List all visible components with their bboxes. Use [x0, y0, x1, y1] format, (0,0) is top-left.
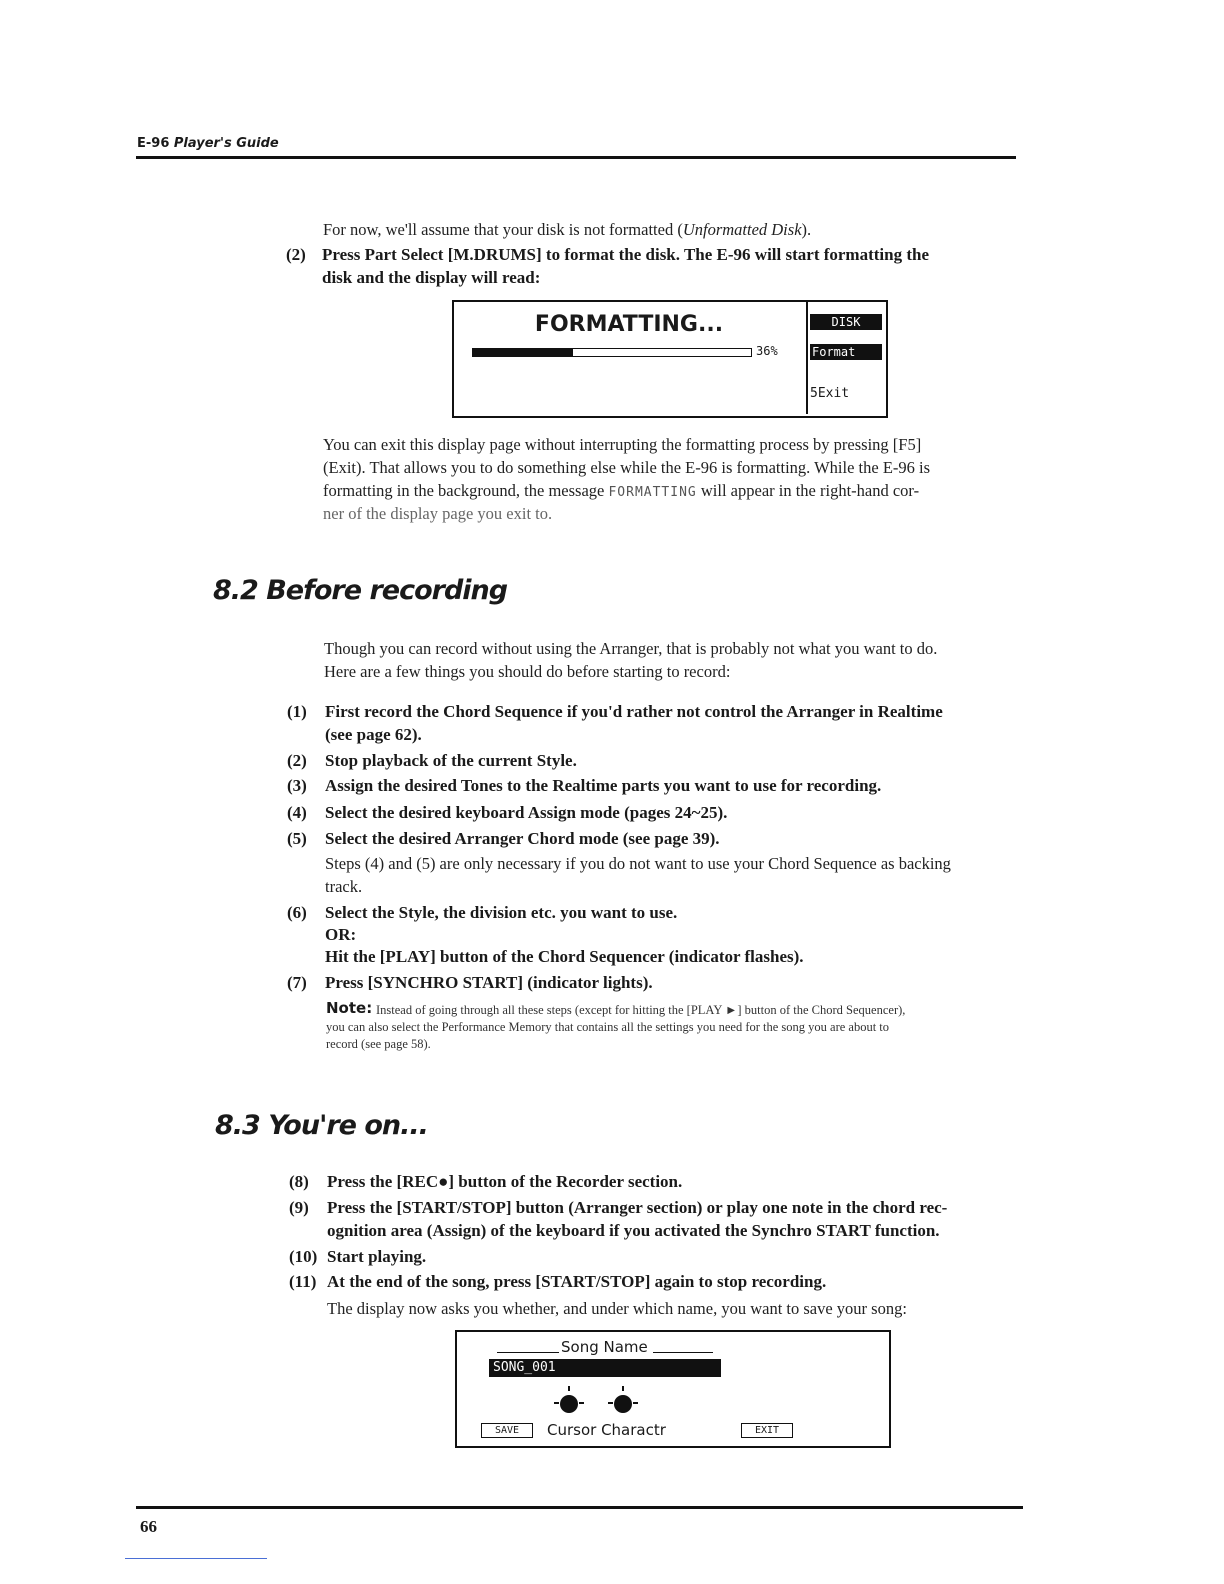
section-para: Though you can record without using the Arranger, that is probably not what you want to do. — [324, 639, 938, 658]
lcd-message: FORMATTING — [608, 485, 697, 500]
title-rule-right — [653, 1352, 713, 1353]
step-text: disk and the display will read: — [322, 268, 541, 287]
header-model: E-96 — [137, 136, 170, 151]
page-header — [137, 136, 279, 151]
step-text: Press the [START/STOP] button (Arranger section) or play one note in the chord rec- — [327, 1198, 948, 1217]
section-para: Here are a few things you should do before starting to record: — [324, 662, 731, 681]
step-text: Assign the desired Tones to the Realtime parts you want to use for recording. — [325, 776, 882, 795]
song-name-input[interactable]: SONG_001 — [489, 1359, 721, 1377]
step-text: Stop playback of the current Style. — [325, 751, 577, 770]
note-text: you can also select the Performance Memory that contains all the settings you need for the song you are about to — [326, 1020, 890, 1034]
exit-button[interactable]: EXIT — [741, 1423, 793, 1438]
step-number: (10) — [289, 1247, 318, 1266]
step-text: Select the desired Arranger Chord mode (see page 39). — [325, 829, 720, 848]
intro-line — [323, 218, 811, 241]
steps-note: Steps (4) and (5) are only necessary if you do not want to use your Chord Sequence as backing — [325, 854, 951, 873]
note-text: record (see page 58). — [326, 1037, 431, 1051]
step-text: At the end of the song, press [START/STOP] again to stop recording. — [327, 1272, 827, 1291]
song-name-title: Song Name — [561, 1338, 648, 1356]
exit-text: formatting in the background, the message — [323, 481, 609, 500]
step-text: Press [SYNCHRO START] (indicator lights). — [325, 973, 653, 992]
step-number: (6) — [287, 903, 307, 922]
step-or: OR: — [325, 925, 357, 944]
step-number: (4) — [287, 803, 307, 822]
footer-link-line — [125, 1558, 267, 1559]
section-heading: 8.2 Before recording — [213, 575, 508, 606]
intro-italic: Unformatted Disk — [682, 220, 802, 239]
intro-text: For now, we'll assume that your disk is not formatted ( — [323, 220, 683, 239]
after-text: The display now asks you whether, and under which name, you want to save your song: — [327, 1299, 907, 1318]
step-text: Press the [REC●] button of the Recorder section. — [327, 1172, 683, 1191]
step-text: Start playing. — [327, 1247, 427, 1266]
step-number: (9) — [289, 1198, 309, 1217]
step-number: (11) — [289, 1272, 317, 1291]
header-title: Player's Guide — [173, 136, 279, 151]
knob-icon[interactable] — [605, 1384, 641, 1420]
step-number: (2) — [286, 245, 306, 264]
note-label: Note: — [326, 999, 373, 1017]
page-number: 66 — [140, 1517, 157, 1536]
cursor-label: Cursor Charactr — [547, 1421, 666, 1439]
exit-line-1: You can exit this display page without interrupting the formatting process by pressing [F5] — [323, 435, 922, 454]
step-text: Press Part Select [M.DRUMS] to format the disk. The E-96 will start formatting the — [322, 245, 930, 264]
save-button[interactable]: SAVE — [481, 1423, 533, 1438]
header-rule — [136, 156, 1016, 159]
steps-note: track. — [325, 877, 363, 896]
exit-line-3 — [323, 479, 919, 504]
note-text: Instead of going through all these steps (except for hitting the [PLAY ►] button of the Chord Sequencer), — [376, 1003, 906, 1017]
step-number: (1) — [287, 702, 307, 721]
menu-format[interactable]: Format — [810, 344, 882, 360]
format-display — [452, 300, 888, 418]
format-progress-fill — [473, 349, 573, 356]
format-progress-label: 36% — [756, 344, 778, 358]
section-heading: 8.3 You're on... — [215, 1110, 428, 1141]
exit-line-2: (Exit). That allows you to do something else while the E-96 is formatting. While the E-96 is — [323, 458, 931, 477]
step-text: ognition area (Assign) of the keyboard if you activated the Synchro START function. — [327, 1221, 940, 1240]
display-divider — [806, 302, 808, 414]
menu-disk: DISK — [810, 314, 882, 330]
step-text: First record the Chord Sequence if you'd rather not control the Arranger in Realtime — [325, 702, 943, 721]
format-title: FORMATTING... — [534, 312, 724, 337]
exit-line-4: ner of the display page you exit to. — [323, 504, 553, 523]
song-display — [455, 1330, 891, 1448]
step-text: (see page 62). — [325, 725, 422, 744]
knob-icon[interactable] — [551, 1384, 587, 1420]
step-text: Select the Style, the division etc. you want to use. — [325, 903, 678, 922]
intro-suffix: ). — [801, 220, 812, 239]
step-number: (3) — [287, 776, 307, 795]
format-progress-bar — [472, 348, 752, 357]
step-number: (2) — [287, 751, 307, 770]
step-number: (5) — [287, 829, 307, 848]
step-text: Hit the [PLAY] button of the Chord Sequencer (indicator flashes). — [325, 947, 804, 966]
step-number: (8) — [289, 1172, 309, 1191]
menu-exit[interactable]: 5Exit — [810, 386, 850, 401]
exit-text: will appear in the right-hand cor- — [696, 481, 920, 500]
title-rule-left — [497, 1352, 559, 1353]
footer-rule — [136, 1506, 1023, 1509]
step-number: (7) — [287, 973, 307, 992]
step-text: Select the desired keyboard Assign mode (pages 24~25). — [325, 803, 728, 822]
